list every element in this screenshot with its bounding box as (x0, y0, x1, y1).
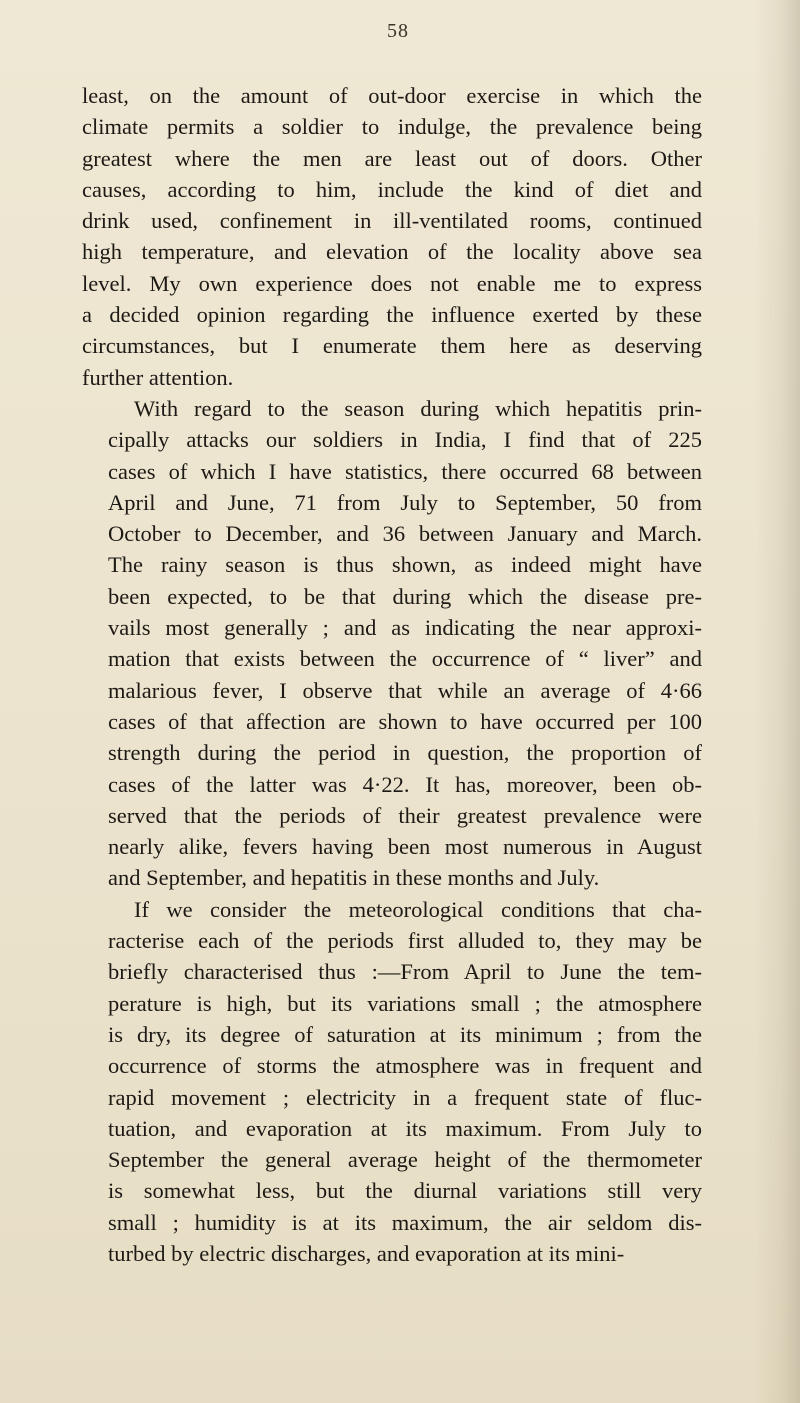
text-line: tuation, and evaporation at its maximum. From July to (108, 1115, 702, 1141)
text-line: turbed by electric discharges, and evaporation at its mini- (108, 1240, 625, 1266)
page-edge-shadow (754, 0, 800, 1403)
text-line: circumstances, but I enumerate them here as deserving (82, 333, 702, 359)
text-line: occurrence of storms the atmosphere was in frequent and (108, 1053, 702, 1079)
paragraph-2 (82, 393, 702, 894)
text-line: level. My own experience does not enable me to express (82, 270, 702, 296)
page-number: 58 (387, 20, 409, 42)
text-line: April and June, 71 from July to September, 50 from (108, 489, 702, 515)
text-line: rapid movement ; electricity in a frequent state of fluc- (108, 1084, 702, 1110)
text-line: cipally attacks our soldiers in India, I find that of 225 (108, 427, 702, 453)
text-line: If we consider the meteorological conditions that cha- (134, 896, 702, 922)
text-line: mation that exists between the occurrence of “ liver” and (108, 646, 702, 672)
text-line: been expected, to be that during which the disease pre- (108, 583, 702, 609)
text-line: vails most generally ; and as indicating the near approxi- (108, 615, 702, 641)
text-line: nearly alike, fevers having been most numerous in August (108, 834, 702, 860)
text-line: strength during the period in question, the proportion of (108, 740, 702, 766)
text-line: and September, and hepatitis in these months and July. (108, 865, 600, 891)
body-text (82, 80, 702, 1269)
text-line: is dry, its degree of saturation at its minimum ; from the (108, 1021, 702, 1047)
text-line: served that the periods of their greatest prevalence were (108, 802, 702, 828)
text-line: September the general average height of the thermometer (108, 1147, 702, 1173)
text-line: climate permits a soldier to indulge, the prevalence being (82, 114, 702, 140)
text-line: October to December, and 36 between January and March. (108, 521, 702, 547)
paragraph-1 (82, 80, 702, 393)
text-line: a decided opinion regarding the influence exerted by these (82, 302, 702, 328)
text-line: further attention. (82, 364, 234, 390)
text-line: small ; humidity is at its maximum, the air seldom dis- (108, 1209, 702, 1235)
text-line: causes, according to him, include the kind of diet and (82, 176, 702, 202)
text-line: malarious fever, I observe that while an average of 4·66 (108, 677, 702, 703)
text-line: high temperature, and elevation of the locality above sea (82, 239, 702, 265)
text-line: cases of which I have statistics, there occurred 68 between (108, 458, 702, 484)
text-line: greatest where the men are least out of doors. Other (82, 145, 702, 171)
text-line: The rainy season is thus shown, as indeed might have (108, 552, 702, 578)
text-line: perature is high, but its variations small ; the atmosphere (108, 990, 702, 1016)
text-line: cases of that affection are shown to have occurred per 100 (108, 708, 702, 734)
text-line: racterise each of the periods first alluded to, they may be (108, 928, 702, 954)
text-line: drink used, confinement in ill-ventilated rooms, continued (82, 208, 702, 234)
text-line: least, on the amount of out-door exercise in which the (82, 83, 702, 108)
text-line: is somewhat less, but the diurnal variations still very (108, 1178, 702, 1204)
paragraph-3 (82, 894, 702, 1270)
text-line: briefly characterised thus :—From April to June the tem- (108, 959, 702, 985)
text-line: With regard to the season during which hepatitis prin- (134, 395, 702, 421)
text-line: cases of the latter was 4·22. It has, moreover, been ob- (108, 771, 702, 797)
